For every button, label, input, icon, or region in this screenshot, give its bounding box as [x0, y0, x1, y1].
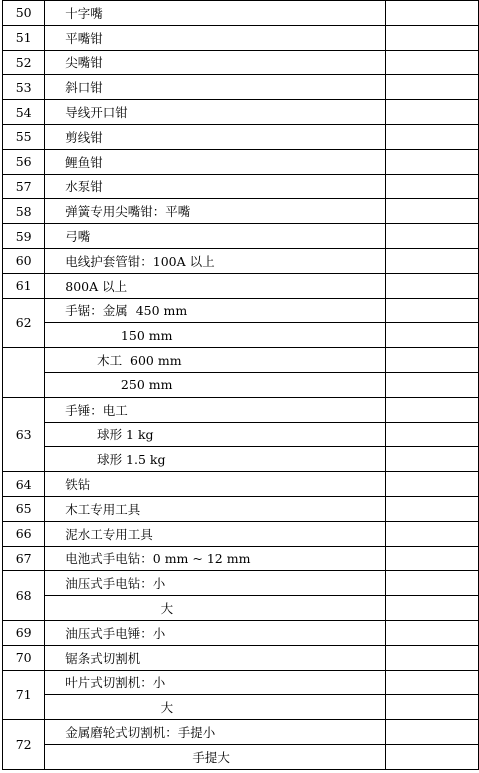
tool-name: 铁钻: [45, 472, 386, 497]
empty-cell: [386, 124, 479, 149]
row-number: 65: [3, 496, 45, 521]
table-row: [3, 521, 479, 546]
empty-cell: [386, 75, 479, 100]
table-row: [3, 670, 479, 695]
row-number: 54: [3, 100, 45, 125]
tool-name: 电池式手电钻：0 mm ~ 12 mm: [45, 546, 386, 571]
tool-name: 手提大: [45, 744, 386, 769]
empty-cell: [386, 372, 479, 397]
empty-cell: [386, 620, 479, 645]
empty-cell: [386, 496, 479, 521]
empty-cell: [386, 348, 479, 373]
tool-name: 250 mm: [45, 372, 386, 397]
table-row: [3, 645, 479, 670]
empty-cell: [386, 1, 479, 26]
row-number: 51: [3, 25, 45, 50]
tool-name: 弹簧专用尖嘴钳：平嘴: [45, 199, 386, 224]
row-number: [3, 348, 45, 398]
tool-name: 手锯：金属 450 mm: [45, 298, 386, 323]
empty-cell: [386, 100, 479, 125]
row-number: 70: [3, 645, 45, 670]
table-row: [3, 695, 479, 720]
table-row: [3, 620, 479, 645]
tool-name: 斜口钳: [45, 75, 386, 100]
table-row: [3, 571, 479, 596]
table-row: [3, 546, 479, 571]
table-row: [3, 348, 479, 373]
row-number: 72: [3, 720, 45, 770]
tool-name: 油压式手电钻：小: [45, 571, 386, 596]
table-row: [3, 1, 479, 26]
table-row: [3, 447, 479, 472]
table-row: [3, 323, 479, 348]
table-row: [3, 596, 479, 621]
table-row: [3, 422, 479, 447]
empty-cell: [386, 744, 479, 769]
empty-cell: [386, 224, 479, 249]
tool-name: 木工 600 mm: [45, 348, 386, 373]
empty-cell: [386, 149, 479, 174]
table-row: [3, 248, 479, 273]
tool-name: 手锤：电工: [45, 397, 386, 422]
row-number: 52: [3, 50, 45, 75]
empty-cell: [386, 546, 479, 571]
table-row: [3, 75, 479, 100]
tool-name: 锯条式切割机: [45, 645, 386, 670]
empty-cell: [386, 422, 479, 447]
table-row: [3, 224, 479, 249]
table-row: [3, 124, 479, 149]
empty-cell: [386, 323, 479, 348]
row-number: 68: [3, 571, 45, 621]
table-row: [3, 50, 479, 75]
row-number: 66: [3, 521, 45, 546]
row-number: 71: [3, 670, 45, 720]
tool-name: 150 mm: [45, 323, 386, 348]
tool-name: 油压式手电锤：小: [45, 620, 386, 645]
tool-name: 弓嘴: [45, 224, 386, 249]
tool-name: 平嘴钳: [45, 25, 386, 50]
row-number: 62: [3, 298, 45, 348]
row-number: 61: [3, 273, 45, 298]
empty-cell: [386, 50, 479, 75]
tool-name: 导线开口钳: [45, 100, 386, 125]
empty-cell: [386, 174, 479, 199]
row-number: 57: [3, 174, 45, 199]
tool-list-body: [3, 1, 479, 770]
tool-name: 十字嘴: [45, 1, 386, 26]
row-number: 69: [3, 620, 45, 645]
empty-cell: [386, 248, 479, 273]
empty-cell: [386, 670, 479, 695]
empty-cell: [386, 596, 479, 621]
table-row: [3, 496, 479, 521]
tool-name: 木工专用工具: [45, 496, 386, 521]
empty-cell: [386, 298, 479, 323]
empty-cell: [386, 720, 479, 745]
empty-cell: [386, 521, 479, 546]
tool-name: 球形 1.5 kg: [45, 447, 386, 472]
row-number: 58: [3, 199, 45, 224]
table-row: [3, 720, 479, 745]
empty-cell: [386, 447, 479, 472]
table-row: [3, 149, 479, 174]
tool-name: 剪线钳: [45, 124, 386, 149]
row-number: 64: [3, 472, 45, 497]
tool-name: 鲤鱼钳: [45, 149, 386, 174]
table-row: [3, 472, 479, 497]
table-row: [3, 744, 479, 769]
tool-name: 800A 以上: [45, 273, 386, 298]
tool-name: 球形 1 kg: [45, 422, 386, 447]
tool-name: 大: [45, 596, 386, 621]
empty-cell: [386, 695, 479, 720]
table-row: [3, 25, 479, 50]
tool-name: 叶片式切割机：小: [45, 670, 386, 695]
table-row: [3, 372, 479, 397]
row-number: 55: [3, 124, 45, 149]
table-row: [3, 397, 479, 422]
empty-cell: [386, 571, 479, 596]
row-number: 53: [3, 75, 45, 100]
empty-cell: [386, 273, 479, 298]
row-number: 59: [3, 224, 45, 249]
empty-cell: [386, 645, 479, 670]
empty-cell: [386, 397, 479, 422]
row-number: 60: [3, 248, 45, 273]
table-row: [3, 199, 479, 224]
empty-cell: [386, 472, 479, 497]
empty-cell: [386, 25, 479, 50]
tool-list-table: [2, 0, 479, 770]
tool-name: 电线护套管钳：100A 以上: [45, 248, 386, 273]
tool-name: 尖嘴钳: [45, 50, 386, 75]
tool-name: 水泵钳: [45, 174, 386, 199]
row-number: 50: [3, 1, 45, 26]
tool-name: 泥水工专用工具: [45, 521, 386, 546]
tool-name: 金属磨轮式切割机：手提小: [45, 720, 386, 745]
table-row: [3, 100, 479, 125]
row-number: 63: [3, 397, 45, 471]
row-number: 67: [3, 546, 45, 571]
empty-cell: [386, 199, 479, 224]
table-row: [3, 174, 479, 199]
table-row: [3, 298, 479, 323]
row-number: 56: [3, 149, 45, 174]
table-row: [3, 273, 479, 298]
tool-name: 大: [45, 695, 386, 720]
